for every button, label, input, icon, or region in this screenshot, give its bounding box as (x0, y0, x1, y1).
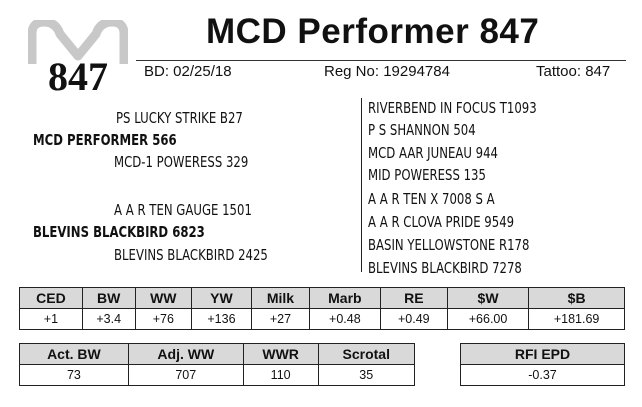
epd-header-row (20, 288, 625, 309)
epd-value-yw: +136 (192, 309, 252, 330)
right-ancestor-5: A A R TEN X 7008 S A (368, 190, 495, 208)
epd-value-ww: +76 (135, 309, 191, 330)
rfi-value: -0.37 (461, 365, 625, 386)
epd-header-b-index: $B (529, 288, 625, 309)
actual-header-row (20, 344, 415, 365)
rfi-header-row (461, 344, 625, 365)
sire-sire: PS LUCKY STRIKE B27 (116, 109, 243, 127)
epd-header-bw: BW (82, 288, 135, 309)
right-ancestor-4: MID POWERESS 135 (368, 166, 486, 184)
epd-header-re: RE (380, 288, 447, 309)
right-ancestor-6: A A R CLOVA PRIDE 9549 (368, 213, 515, 231)
actual-value-wwr: 110 (243, 365, 318, 386)
epd-value-ced: +1 (20, 309, 83, 330)
epd-table (19, 287, 625, 330)
epd-value-milk: +27 (251, 309, 309, 330)
rfi-value-row (461, 365, 625, 386)
actual-value-bw: 73 (20, 365, 129, 386)
epd-header-w-index: $W (447, 288, 528, 309)
dam-dam: BLEVINS BLACKBIRD 2425 (114, 246, 268, 264)
actual-value-row (20, 365, 415, 386)
tattoo: Tattoo: 847 (536, 63, 611, 80)
dam-sire: A A R TEN GAUGE 1501 (114, 201, 252, 219)
epd-value-marb: +0.48 (309, 309, 380, 330)
actual-header-wwr: WWR (243, 344, 318, 365)
right-ancestor-3: MCD AAR JUNEAU 944 (368, 144, 498, 162)
epd-value-w-index: +66.00 (447, 309, 528, 330)
actual-value-scrotal: 35 (318, 365, 415, 386)
birth-date: BD: 02/25/18 (144, 63, 232, 80)
epd-value-bw: +3.4 (82, 309, 135, 330)
epd-header-milk: Milk (251, 288, 309, 309)
pedigree-divider (361, 98, 362, 272)
actual-header-scrotal: Scrotal (318, 344, 415, 365)
epd-value-row (20, 309, 625, 330)
rfi-header: RFI EPD (461, 344, 625, 365)
actual-header-bw: Act. BW (20, 344, 129, 365)
sire: MCD PERFORMER 566 (33, 131, 177, 149)
lot-number: 847 (48, 54, 108, 99)
animal-title: MCD Performer 847 (206, 12, 540, 51)
epd-value-re: +0.49 (380, 309, 447, 330)
right-ancestor-1: RIVERBEND IN FOCUS T1093 (368, 99, 537, 117)
actual-value-ww: 707 (128, 365, 243, 386)
right-ancestor-2: P S SHANNON 504 (368, 121, 476, 139)
sire-dam: MCD-1 POWERESS 329 (114, 153, 249, 171)
epd-header-marb: Marb (309, 288, 380, 309)
epd-value-b-index: +181.69 (529, 309, 625, 330)
right-ancestor-8: BLEVINS BLACKBIRD 7278 (368, 259, 522, 277)
reg-number: Reg No: 19294784 (324, 63, 450, 80)
epd-header-yw: YW (192, 288, 252, 309)
right-ancestor-7: BASIN YELLOWSTONE R178 (368, 236, 530, 254)
dam: BLEVINS BLACKBIRD 6823 (33, 223, 205, 241)
actual-header-ww: Adj. WW (128, 344, 243, 365)
rfi-table (460, 343, 625, 386)
info-bar (136, 60, 626, 83)
epd-header-ced: CED (20, 288, 83, 309)
epd-header-ww: WW (135, 288, 191, 309)
actual-measurements-table (19, 343, 415, 386)
